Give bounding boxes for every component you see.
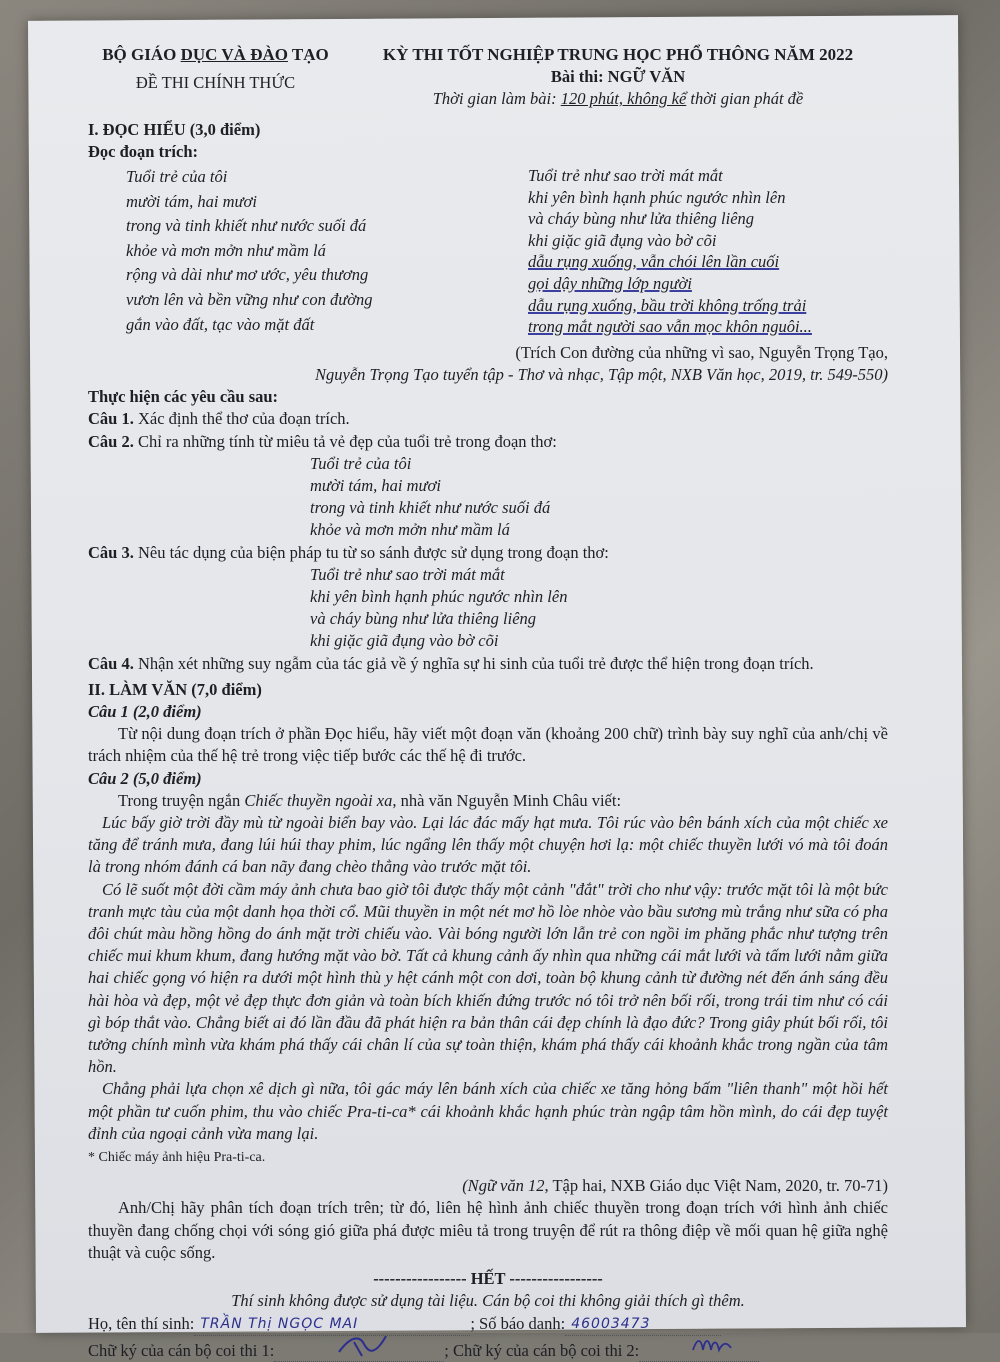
source-details: , Tập hai, NXB Giáo dục Việt Nam, 2020, tr. 70-71) xyxy=(544,1176,888,1196)
q4-text: Nhận xét những suy ngẫm của tác giả về ý nghĩa sự hi sinh của tuổi trẻ được thể hiện trong đoạn trích. xyxy=(133,653,814,673)
duration-part-a: Thời gian làm bài: xyxy=(432,89,561,109)
exam-duration xyxy=(348,88,888,110)
official-label: ĐỀ THI CHÍNH THỨC xyxy=(135,73,296,93)
poem-line: dẫu rụng xuống, bầu trời không trống trải xyxy=(528,295,807,315)
poem-line: khi giặc giã đụng vào bờ cõi xyxy=(310,631,499,651)
intro-part-a: Trong truyện ngắn xyxy=(118,790,245,810)
sbd-label: ; Số báo danh: xyxy=(470,1313,566,1333)
poem-source-1: (Trích Con đường của những vì sao, Nguyễn Trọng Tạo, xyxy=(515,342,888,362)
poem-line: gắn vào đất, tạc vào mặt đất xyxy=(126,314,315,334)
intro-part-c: , nhà văn Nguyễn Minh Châu viết: xyxy=(392,790,622,810)
story-title: Chiếc thuyền ngoài xa xyxy=(244,790,393,810)
q3-label: Câu 3. xyxy=(88,542,134,562)
poem-line: mười tám, hai mươi xyxy=(126,191,257,211)
poem-line: và cháy bùng như lửa thiêng liêng xyxy=(310,609,537,629)
name-value[interactable]: TRẦN Thị NGỌC MAI xyxy=(194,1313,470,1336)
poem-line: trong mắt người sao vẫn mọc khôn nguôi... xyxy=(528,317,812,337)
poem-line: khỏe và mơn mởn như mầm lá xyxy=(310,520,510,540)
poem-line: rộng và dài như mơ ước, yêu thương xyxy=(126,265,369,285)
essay1-prompt: Từ nội dung đoạn trích ở phần Đọc hiểu, hãy viết một đoạn văn (khoảng 200 chữ) trình bày suy nghĩ của anh/chị về trách nhiệm của thế hệ trẻ trong việc tiếp bước các thế hệ đi trước. xyxy=(88,724,888,766)
header-right xyxy=(348,40,888,111)
signature-2-mark xyxy=(689,1332,749,1358)
sig2-label: ; Chữ ký của cán bộ coi thi 2: xyxy=(444,1340,640,1360)
exam-rule: Thí sinh không được sử dụng tài liệu. Cán bộ coi thi không giải thích gì thêm. xyxy=(231,1291,745,1311)
poem-line: khi yên bình hạnh phúc ngước nhìn lên xyxy=(528,187,786,207)
poem-line: và cháy bùng như lửa thiêng liêng xyxy=(528,209,755,229)
ministry-part-c: TẠO xyxy=(287,45,329,64)
poem-line: trong và tinh khiết như nước suối đá xyxy=(126,216,367,236)
poem-line: khi yên bình hạnh phúc ngước nhìn lên xyxy=(310,587,568,606)
quote-paragraph-3: Chẳng phải lựa chọn xê dịch gì nữa, tôi gác máy lên bánh xích của chiếc xe tăng hỏng bấm "liên thanh" một hồi hết một phần tư cuốn phim, thu vào chiếc Pra-ti-ca* cái khoảnh khắc hạnh phúc tràn ngập tâm hồn mình, do cái đẹp tuyệt đỉnh của ngoại cảnh vừa mang lại. xyxy=(88,1079,888,1143)
poem-line: khỏe và mơn mởn như mầm lá xyxy=(126,240,326,260)
q2-text: Chỉ ra những tính từ miêu tả vẻ đẹp của tuổi trẻ trong đoạn thơ: xyxy=(133,431,557,451)
poem-line: gọi dậy những lớp người xyxy=(528,273,692,293)
sig1-label: Chữ ký của cán bộ coi thi 1: xyxy=(88,1340,275,1360)
exam-subject: Bài thi: NGỮ VĂN xyxy=(550,67,686,87)
name-label: Họ, tên thí sinh: xyxy=(88,1313,195,1333)
quote-paragraph-1: Lúc bấy giờ trời đầy mù từ ngoài biển bay vào. Lại lác đác mấy hạt mưa. Tôi rúc vào bên bánh xích của một chiếc xe tăng để tránh mưa, đang lúi húi thay phim, lúc ngẩng lên thấy một chuyện hơi lạ: một chiếc thuyền lưới vó mà tôi đoán là trong nhóm đánh cá ban nãy đang chèo thẳng vào trước mặt tôi. xyxy=(88,813,888,877)
part1-heading: I. ĐỌC HIỂU (3,0 điểm) xyxy=(88,119,261,139)
poem-left-column xyxy=(126,165,486,338)
q4-label: Câu 4. xyxy=(88,653,134,673)
quote-source xyxy=(88,1175,888,1197)
ministry-part-b: DỤC VÀ ĐÀO xyxy=(180,45,288,64)
question-3 xyxy=(88,542,888,564)
exam-header xyxy=(88,40,888,111)
essay2-label: Câu 2 (5,0 điểm) xyxy=(88,768,202,788)
source-book: (Ngữ văn 12 xyxy=(462,1176,545,1196)
sig2-field[interactable] xyxy=(639,1340,759,1362)
footnote: * Chiếc máy ảnh hiệu Pra-ti-ca. xyxy=(88,1150,266,1166)
ministry-part-a: BỘ GIÁO xyxy=(102,45,181,64)
part2-heading: II. LÀM VĂN (7,0 điểm) xyxy=(88,679,262,699)
poem-right-column xyxy=(528,165,888,338)
poem-line: vươn lên và bền vững như con đường xyxy=(126,289,373,309)
question-1 xyxy=(88,408,888,430)
end-marker: ----------------- HẾT ----------------- xyxy=(373,1269,603,1289)
poem-excerpt xyxy=(88,165,888,338)
exam-content xyxy=(88,40,888,1362)
question-4 xyxy=(88,653,888,675)
sbd-value[interactable]: 46003473 xyxy=(565,1313,721,1336)
q1-label: Câu 1. xyxy=(88,409,134,429)
poem-line: dẫu rụng xuống, vẫn chói lên lần cuối xyxy=(528,252,780,272)
duration-part-b: 120 phút, không kể xyxy=(560,89,687,109)
q2-label: Câu 2. xyxy=(88,431,134,451)
poem-line: khi giặc giã đụng vào bờ cõi xyxy=(528,230,717,250)
q2-poem xyxy=(310,453,888,542)
essay1-label: Câu 1 (2,0 điểm) xyxy=(88,702,202,722)
poem-line: Tuổi trẻ của tôi xyxy=(126,167,228,187)
read-label: Đọc đoạn trích: xyxy=(88,141,198,161)
poem-source-2: Nguyễn Trọng Tạo tuyển tập - Thơ và nhạc, Tập một, NXB Văn học, 2019, tr. 549-550) xyxy=(315,364,888,384)
exam-title: KỲ THI TỐT NGHIỆP TRUNG HỌC PHỔ THÔNG NĂM 2022 xyxy=(382,45,854,64)
q3-poem xyxy=(310,564,888,653)
essay2-task: Anh/Chị hãy phân tích đoạn trích trên; từ đó, liên hệ hình ảnh chiếc thuyền trong đoạn trích với hình ảnh chiếc thuyền đang chống chọi với sóng gió giữa phá được miêu tả trong truyện để rút ra thông điệp về mối quan hệ giữa nghệ thuật và cuộc sống. xyxy=(88,1198,888,1262)
quote-paragraph-2: Có lẽ suốt một đời cầm máy ảnh chưa bao giờ tôi được thấy một cảnh "đắt" trời cho như vậy: trước mặt tôi là một bức tranh mực tàu của một danh họa thời cổ. Mũi thuyền in một nét mơ hồ lòe nhòe vào bầu sương mù trắng như sữa có pha đôi chút màu hồng hồng do ánh mặt trời chiếu vào. Vài bóng người lớn lẫn trẻ con ngồi im phăng phắc như tượng trên chiếc mui khum khum, đang hướng mặt vào bờ. Tất cả khung cảnh ấy nhìn qua những cái mắt lưới và tấm lưới nằm giữa hai chiếc gọng vó hiện ra dưới một hình thù y hệt cánh một con dơi, toàn bộ khung cảnh từ đường nét đến ánh sáng đều hài hòa và đẹp, một vẻ đẹp thực đơn giản và toàn bích khiến đứng trước nó tôi trở nên bối rối, trong trái tim như có cái gì bóp thắt vào. Chẳng biết ai đó lần đầu đã phát hiện ra bản thân cái đẹp chính là đạo đức? Trong giây phút bối rối, tôi tưởng chính mình vừa khám phá thấy cái chân lí của sự toàn thiện, khám phá thấy cái khoảnh khắc trong ngần của tâm hồn. xyxy=(88,879,888,1077)
essay2-intro xyxy=(88,790,888,812)
signature-line xyxy=(88,1340,888,1362)
signature-1-mark xyxy=(334,1330,394,1360)
duration-part-c: thời gian phát đề xyxy=(686,89,804,109)
q3-text: Nêu tác dụng của biện pháp tu từ so sánh được sử dụng trong đoạn thơ: xyxy=(133,542,609,562)
question-2 xyxy=(88,431,888,453)
poem-line: Tuổi trẻ như sao trời mát mắt xyxy=(310,564,505,584)
poem-line: Tuổi trẻ như sao trời mát mắt xyxy=(528,166,723,186)
tasks-heading: Thực hiện các yêu cầu sau: xyxy=(88,387,279,407)
poem-line: mười tám, hai mươi xyxy=(310,475,441,495)
q1-text: Xác định thể thơ của đoạn trích. xyxy=(133,409,350,429)
ministry-name xyxy=(88,44,343,66)
poem-line: trong và tinh khiết như nước suối đá xyxy=(310,498,551,518)
sig1-field[interactable] xyxy=(274,1340,444,1362)
candidate-info-line xyxy=(88,1313,888,1336)
poem-line: Tuổi trẻ của tôi xyxy=(310,453,412,473)
header-left xyxy=(88,40,343,111)
